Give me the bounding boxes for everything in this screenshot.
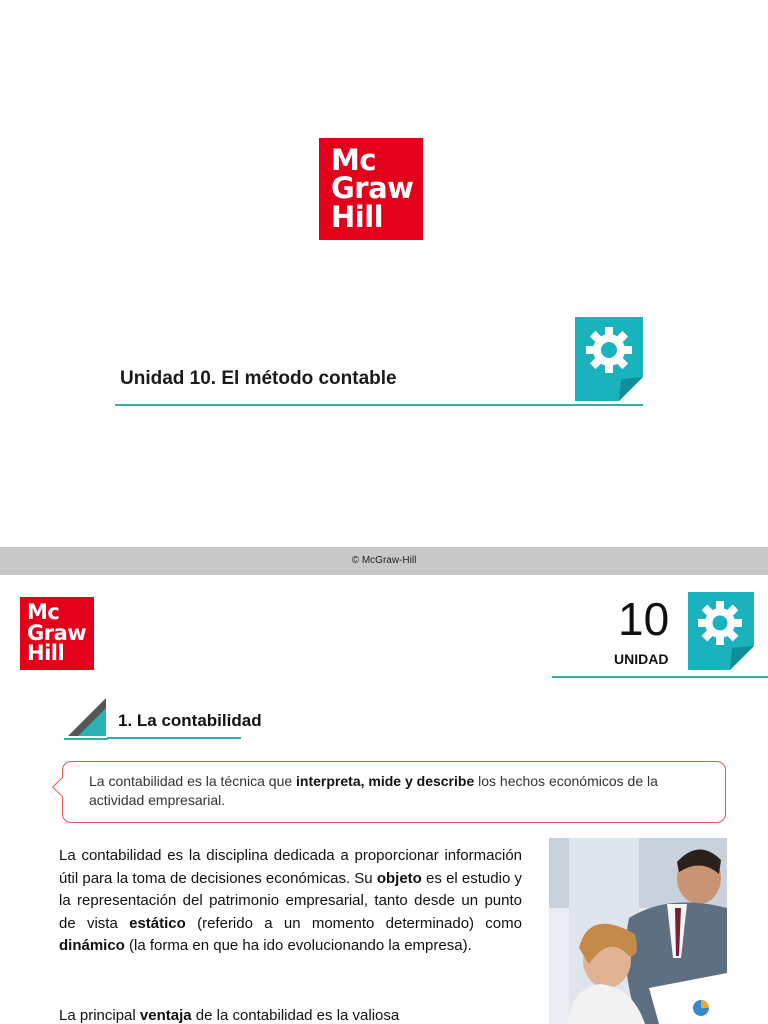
triangle-marker-icon bbox=[64, 698, 112, 740]
gear-icon bbox=[575, 317, 643, 401]
copyright-footer: © McGraw-Hill bbox=[0, 547, 768, 575]
section-title-divider bbox=[107, 737, 241, 739]
cover-title-divider bbox=[115, 404, 643, 406]
paragraph-advantage: La principal ventaja de la contabilidad es la valiosa bbox=[59, 1007, 400, 1024]
unit-number: 10 bbox=[618, 593, 670, 645]
gear-icon bbox=[688, 592, 754, 670]
cover-unit-title: Unidad 10. El método contable bbox=[120, 368, 397, 389]
unit-label: UNIDAD bbox=[614, 651, 669, 667]
mcgraw-hill-logo: Mc Graw Hill bbox=[319, 138, 423, 240]
business-people-photo bbox=[549, 838, 727, 1024]
definition-box: La contabilidad es la técnica que interpreta, mide y describe los hechos económicos de la actividad empresarial. bbox=[62, 761, 726, 823]
unit-header-divider bbox=[552, 676, 768, 678]
paragraph-definition: La contabilidad es la disciplina dedicada a proporcionar información útil para la toma de decisiones económicas. Su objeto es el estudio y la representación del patrimonio empresarial, tanto desde un punto de vista estático (referido a un momento determinado) como dinámico (la forma en que ha ido evolucionando la empresa). bbox=[59, 847, 522, 954]
mcgraw-hill-logo-small: Mc Graw Hill bbox=[20, 597, 94, 670]
section-title: 1. La contabilidad bbox=[118, 711, 262, 730]
